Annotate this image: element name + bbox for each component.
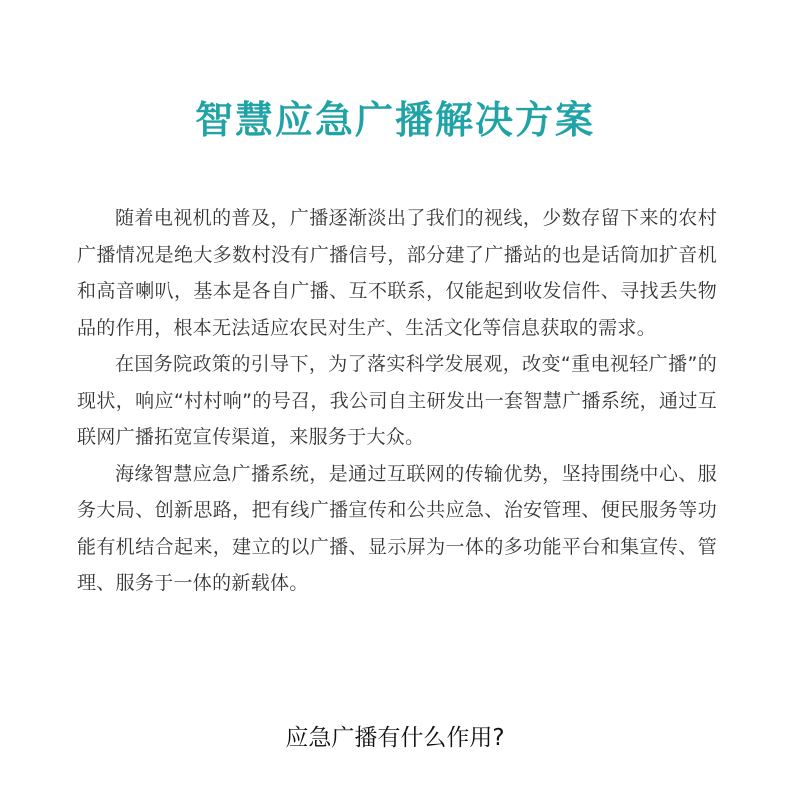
paragraph-system: 海缘智慧应急广播系统，是通过互联网的传输优势，坚持围绕中心、服务大局、创新思路，把有线广播宣传和公共应急、治安管理、便民服务等功能有机结合起来，建立的以广播、显示屏为一体的多功能平台和集宣传、管理、服务于一体的新载体。 — [77, 462, 717, 594]
paragraph-policy: 在国务院政策的引导下，为了落实科学发展观，改变“重电视轻广播”的现状，响应“村村响”的号召，我公司自主研发出一套智慧广播系统，通过互联网广播拓宽宣传渠道，来服务于大众。 — [77, 353, 717, 448]
body-text — [77, 200, 717, 602]
page-title: 智慧应急广播解决方案 — [194, 98, 595, 142]
paragraph-intro: 随着电视机的普及，广播逐渐淡出了我们的视线，少数存留下来的农村广播情况是绝大多数村没有广播信号，部分建了广播站的也是话筒加扩音机和高音喇叭，基本是各自广播、互不联系，仅能起到收发信件、寻找丢失物品的作用，根本无法适应农民对生产、生活文化等信息获取的需求。 — [77, 207, 717, 339]
section-heading: 应急广播有什么作用? — [285, 725, 505, 751]
